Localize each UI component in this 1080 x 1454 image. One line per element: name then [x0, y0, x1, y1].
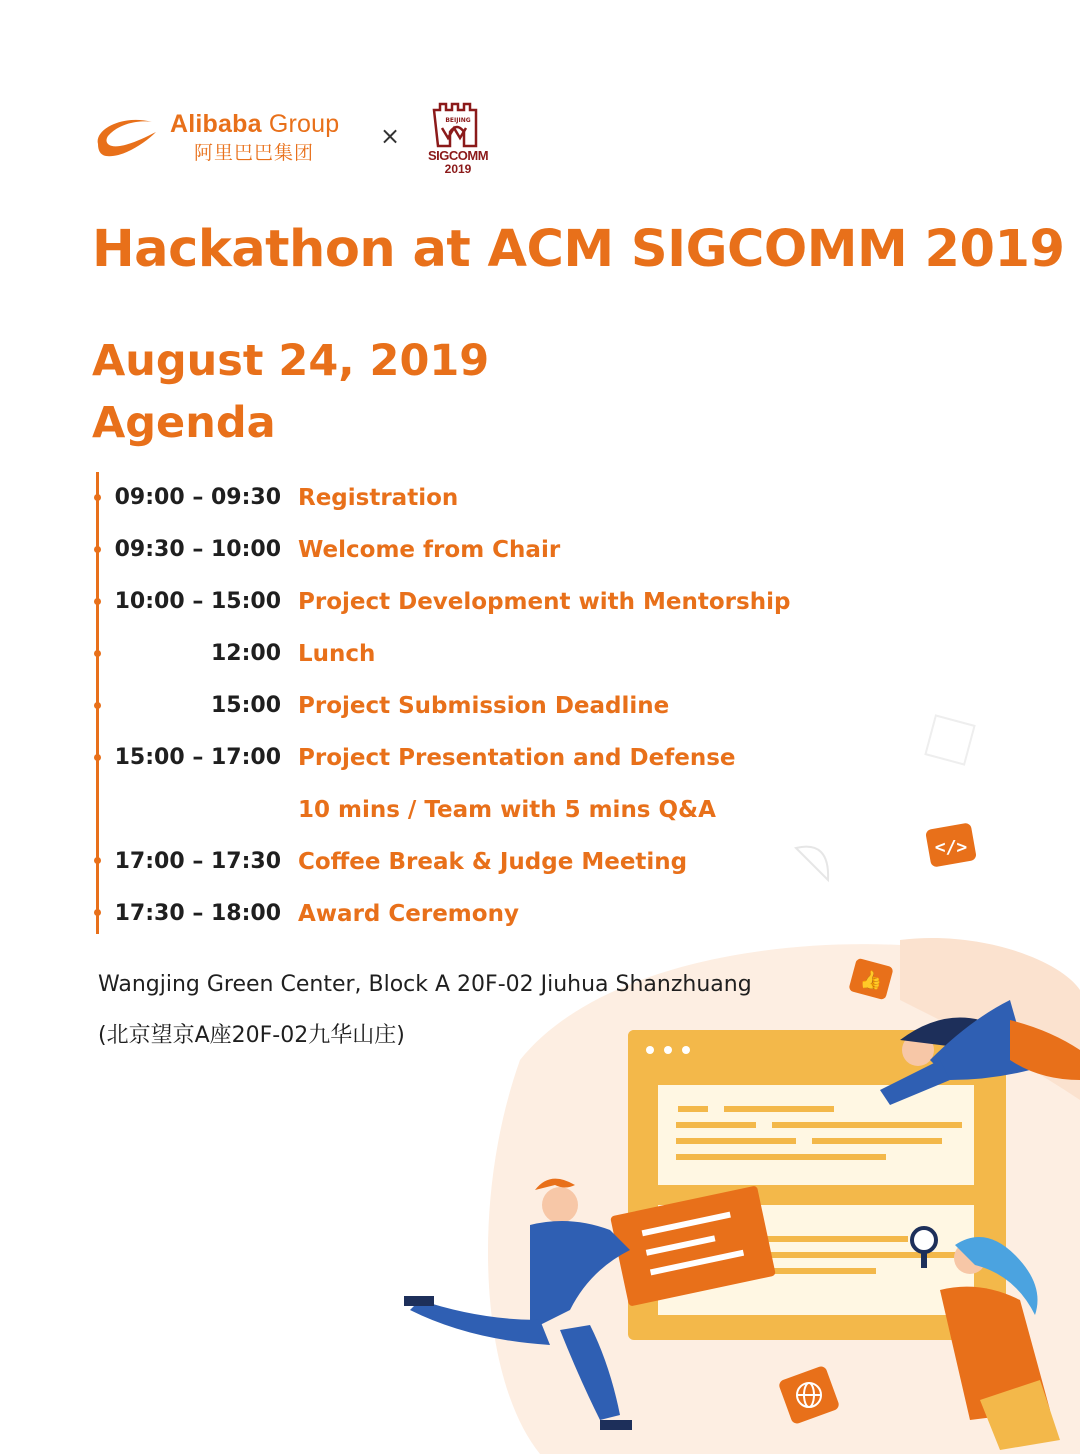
agenda-time: 10:00 – 15:00 [114, 589, 281, 614]
alibaba-name-light: Group [261, 110, 340, 138]
alibaba-name-bold: Alibaba [170, 110, 262, 138]
agenda-event-detail: 10 mins / Team with 5 mins Q&A [298, 797, 716, 823]
svg-text:👍: 👍 [859, 970, 883, 991]
sigcomm-year: 2019 [444, 162, 472, 176]
agenda-item [0, 894, 1080, 934]
sigcomm-city: BEIJING [445, 117, 471, 124]
page-title: Hackathon at ACM SIGCOMM 2019 [92, 220, 1065, 279]
event-date: August 24, 2019 [92, 336, 490, 386]
alibaba-chinese-name: 阿里巴巴集团 [194, 142, 315, 164]
times-sign: × [380, 122, 401, 150]
agenda-time: 17:00 – 17:30 [114, 849, 281, 874]
agenda-time: 17:30 – 18:00 [114, 901, 281, 926]
alibaba-group-logo [92, 108, 362, 164]
agenda-time: 09:30 – 10:00 [114, 537, 281, 562]
agenda-event: Project Development with Mentorship [298, 589, 791, 615]
agenda-event: Coffee Break & Judge Meeting [298, 849, 688, 875]
agenda-time: 09:00 – 09:30 [114, 485, 281, 510]
agenda-time: 12:00 [210, 641, 281, 666]
sigcomm-name: SIGCOMM [427, 148, 489, 163]
agenda-item [0, 842, 1080, 882]
agenda-item [0, 686, 1080, 726]
agenda-event: Project Presentation and Defense [298, 745, 736, 771]
sigcomm-logo [420, 98, 496, 180]
venue-chinese: (北京望京A座20F-02九华山庄) [98, 1023, 405, 1048]
agenda-event: Award Ceremony [298, 901, 519, 927]
agenda-event: Project Submission Deadline [298, 693, 670, 719]
agenda-item [0, 582, 1080, 622]
agenda-item [0, 634, 1080, 674]
agenda-event: Lunch [298, 641, 376, 667]
alibaba-logo-icon [92, 112, 162, 162]
agenda-event: Registration [298, 485, 459, 511]
agenda-item [0, 738, 1080, 778]
agenda-time: 15:00 [210, 693, 281, 718]
alibaba-name [170, 110, 339, 139]
agenda-time: 15:00 – 17:00 [114, 745, 281, 770]
agenda-item [0, 478, 1080, 518]
svg-text:</>: </> [934, 837, 968, 858]
venue-english: Wangjing Green Center, Block A 20F-02 Jiuhua Shanzhuang [98, 972, 752, 997]
agenda-heading: Agenda [92, 398, 276, 448]
agenda-item [0, 790, 1080, 830]
agenda-event: Welcome from Chair [298, 537, 561, 563]
agenda-item [0, 530, 1080, 570]
